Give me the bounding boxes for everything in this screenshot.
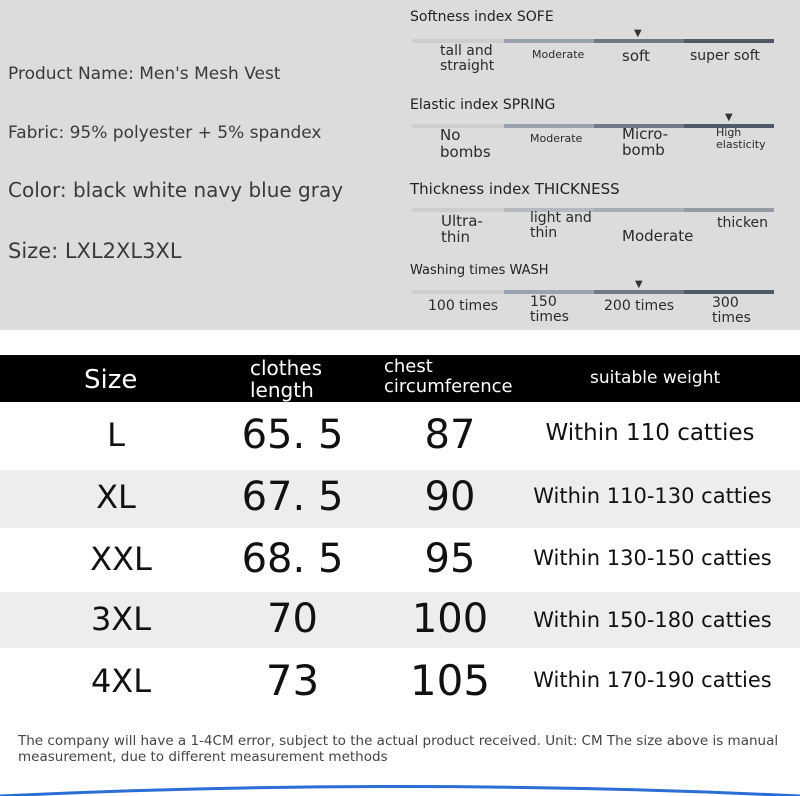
thickness-index-title: Thickness index THICKNESS: [410, 180, 620, 198]
washing-scale: [412, 290, 774, 294]
thickness-label-1: Ultra-thin: [441, 212, 483, 246]
weight-cell: Within 150-180 catties: [533, 608, 772, 632]
length-cell: 73: [265, 656, 320, 705]
product-size: Size: LXL2XL3XL: [8, 239, 182, 263]
softness-label-1: tall and straight: [440, 43, 495, 74]
decorative-curve: [0, 783, 800, 796]
measurement-note: The company will have a 1-4CM error, subject to the actual product received. Unit: CM The size above is manual measurement, due to different measurement methods: [18, 733, 779, 765]
washing-marker-icon: ▼: [635, 279, 643, 290]
header-chest-circumference: chest circumference: [384, 356, 513, 397]
header-clothes-length: clothes length: [250, 356, 323, 402]
size-cell: 3XL: [90, 600, 152, 638]
washing-label-3: 200 times: [604, 298, 675, 314]
table-row: [0, 470, 800, 528]
elastic-label-4: High elasticity: [716, 126, 766, 151]
weight-cell: Within 170-190 catties: [533, 668, 772, 692]
chest-cell: 87: [424, 412, 476, 458]
table-row: [0, 648, 800, 712]
length-cell: 67. 5: [241, 474, 344, 520]
length-cell: 68. 5: [241, 536, 344, 582]
thickness-label-2: light and thin: [530, 210, 592, 241]
weight-cell: Within 110 catties: [545, 420, 755, 446]
header-size: Size: [84, 365, 138, 395]
table-row: [0, 592, 800, 648]
product-fabric: Fabric: 95% polyester + 5% spandex: [8, 123, 322, 143]
washing-label-1: 100 times: [428, 298, 499, 314]
table-row: [0, 528, 800, 592]
softness-label-3: soft: [622, 47, 650, 65]
table-row: [0, 402, 800, 470]
thickness-label-3: Moderate: [622, 227, 694, 245]
elastic-label-3: Micro-bomb: [622, 125, 669, 159]
softness-label-2: Moderate: [532, 48, 585, 61]
washing-index-title: Washing times WASH: [410, 263, 549, 278]
size-cell: XXL: [90, 540, 152, 578]
chest-cell: 100: [411, 596, 489, 642]
chest-cell: 105: [409, 656, 491, 705]
product-color: Color: black white navy blue gray: [8, 178, 344, 202]
chest-cell: 95: [424, 536, 476, 582]
product-info-panel: [0, 0, 800, 330]
softness-marker-icon: ▼: [634, 28, 642, 39]
elastic-label-1: No bombs: [440, 126, 491, 161]
weight-cell: Within 110-130 catties: [533, 484, 772, 508]
product-name: Product Name: Men's Mesh Vest: [8, 64, 281, 84]
washing-label-2: 150 times: [530, 294, 569, 325]
weight-cell: Within 130-150 catties: [533, 546, 772, 570]
length-cell: 70: [267, 596, 318, 642]
elastic-index-title: Elastic index SPRING: [410, 97, 556, 113]
size-cell: 4XL: [90, 662, 152, 700]
chest-cell: 90: [424, 474, 476, 520]
washing-label-4: 300 times: [712, 295, 751, 326]
header-suitable-weight: suitable weight: [590, 368, 721, 388]
thickness-label-4: thicken: [717, 215, 769, 231]
size-table-header: [0, 355, 800, 402]
softness-label-4: super soft: [690, 48, 760, 64]
elastic-label-2: Moderate: [530, 132, 583, 145]
size-cell: XL: [96, 478, 136, 516]
elastic-marker-icon: ▼: [725, 112, 733, 123]
size-cell: L: [107, 416, 125, 454]
softness-index-title: Softness index SOFE: [410, 9, 554, 25]
length-cell: 65. 5: [241, 412, 344, 458]
